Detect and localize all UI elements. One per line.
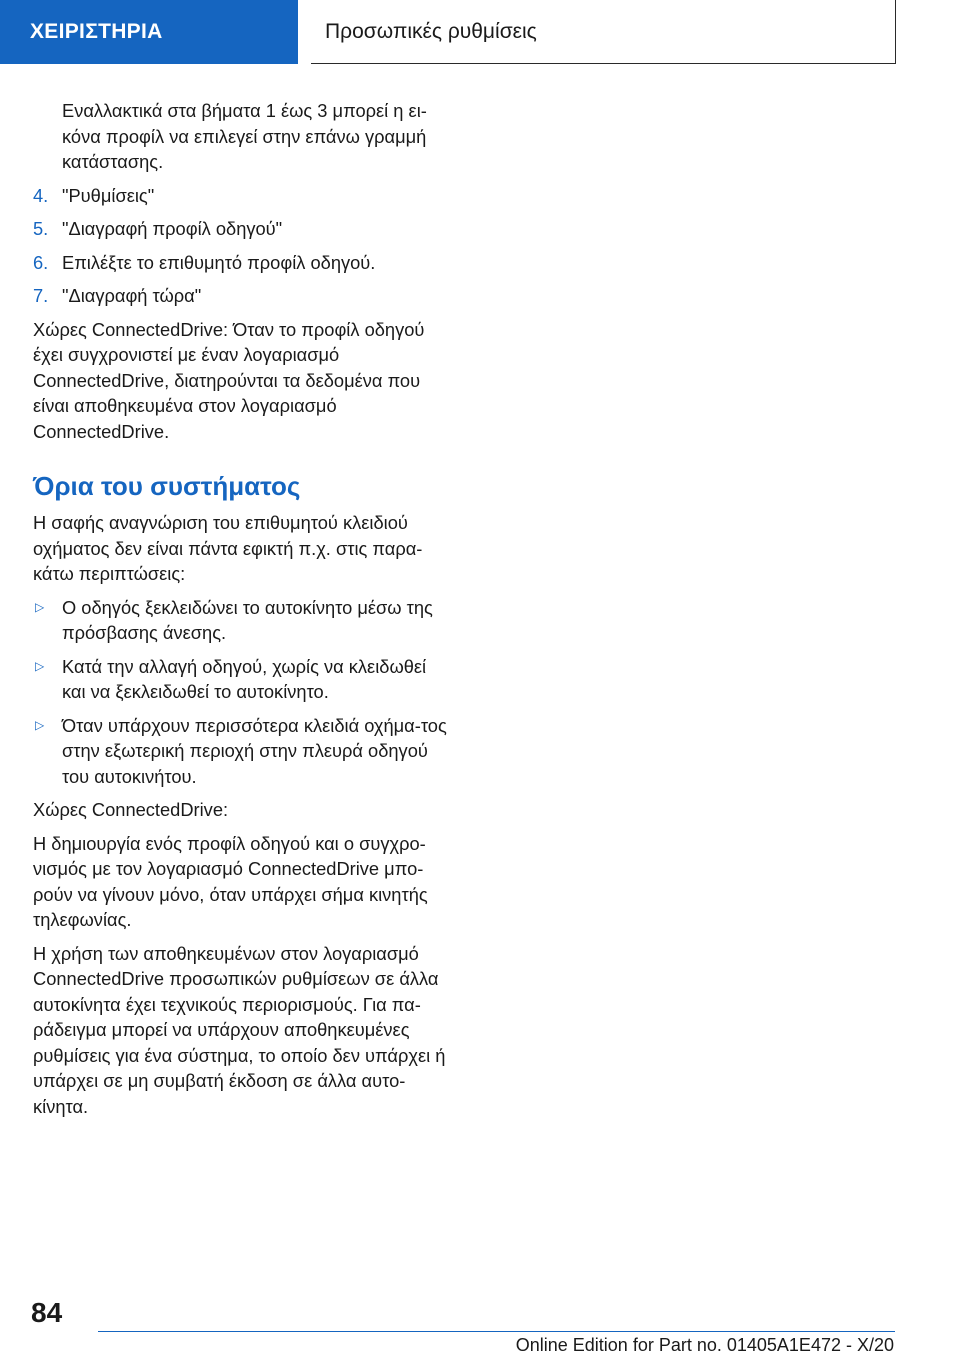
step-item	[33, 183, 451, 209]
triangle-bullet-icon: ▷	[35, 717, 45, 732]
countries-label: Χώρες ConnectedDrive:	[33, 799, 229, 820]
bullet-text: Κατά την αλλαγή οδηγού, χωρίς να κλειδωθεί και να ξεκλειδωθεί το αυτοκίνητο.	[62, 655, 427, 702]
triangle-bullet-icon: ▷	[35, 658, 45, 673]
section-title-header: Προσωπικές ρυθμίσεις	[325, 19, 537, 43]
page-content	[33, 98, 451, 1127]
edition-footer: Online Edition for Part no. 01405A1E472 - X/20	[515, 1335, 894, 1355]
step-item	[33, 216, 451, 242]
step-item	[33, 283, 451, 309]
step-item	[33, 250, 451, 276]
chapter-tab	[0, 0, 298, 64]
usage-paragraph: Η χρήση των αποθηκευμένων στον λογαριασμό ConnectedDrive προσωπικών ρυθμίσεων σε άλλα αυτοκίνητα έχει τεχνικούς περιορισμούς. Για πα-ράδειγμα μπορεί να υπάρχουν αποθηκευμένες ρυθμίσεις για ένα σύστημα, το οποίο δεν υπάρχει ή υπάρχει σε μη συμβατή έκδοση σε άλλα αυτο-κίνητα.	[33, 942, 446, 1117]
bullet-item	[33, 595, 451, 646]
footer-divider	[98, 1331, 895, 1332]
bullet-item	[33, 713, 451, 790]
step-number: 5.	[33, 218, 49, 239]
bullet-text: Ο οδηγός ξεκλειδώνει το αυτοκίνητο μέσω της πρόσβασης άνεσης.	[62, 596, 433, 643]
section-heading: Όρια του συστήματος	[33, 471, 301, 501]
creation-paragraph: Η δημιουργία ενός προφίλ οδηγού και ο συγχρο-νισμός με τον λογαριασμό ConnectedDrive μπο-ρούν να γίνουν μόνο, όταν υπάρχει σήμα κινητής τηλεφωνίας.	[33, 832, 428, 930]
triangle-bullet-icon: ▷	[35, 599, 45, 614]
step-number: 6.	[33, 251, 49, 273]
step-number: 7.	[33, 285, 49, 306]
bullet-text: Όταν υπάρχουν περισσότερα κλειδιά οχήμα-τος στην εξωτερική περιοχή στην πλευρά οδηγού του αυτοκινήτου.	[62, 714, 447, 787]
bullet-item	[33, 654, 451, 705]
section-header	[311, 0, 896, 64]
connected-drive-note: Χώρες ConnectedDrive: Όταν το προφίλ οδηγού έχει συγχρονιστεί με έναν λογαριασμό ConnectedDrive, διατηρούνται τα δεδομένα που είναι αποθηκευμένα στον λογαριασμό ConnectedDrive.	[33, 318, 425, 442]
section-intro: Η σαφής αναγνώριση του επιθυμητού κλειδιού οχήματος δεν είναι πάντα εφικτή π.χ. στις παρα-κάτω περιπτώσεις:	[33, 512, 423, 584]
step-text: "Ρυθμίσεις"	[62, 184, 155, 206]
step-number: 4.	[33, 184, 49, 206]
page-number: 84	[31, 1297, 63, 1328]
step-text: Επιλέξτε το επιθυμητό προφίλ οδηγού.	[62, 251, 376, 273]
step-text: "Διαγραφή τώρα"	[62, 285, 202, 306]
chapter-title: ΧΕΙΡΙΣΤΗΡΙΑ	[30, 20, 163, 43]
step-text: "Διαγραφή προφίλ οδηγού"	[62, 218, 283, 239]
intro-paragraph: Εναλλακτικά στα βήματα 1 έως 3 μπορεί η ει-κόνα προφίλ να επιλεγεί στην επάνω γραμμή κατάστασης.	[62, 100, 427, 172]
